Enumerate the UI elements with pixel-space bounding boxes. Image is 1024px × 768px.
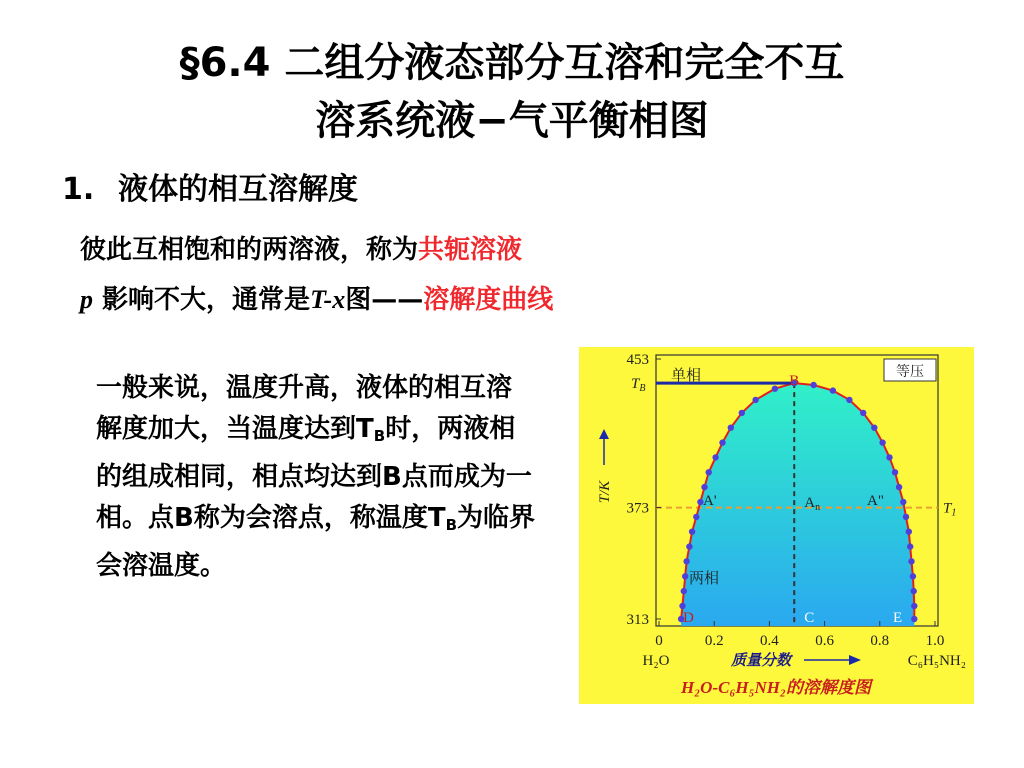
two-phase-label: 两相 — [689, 571, 720, 587]
conjugate-solution-term: 共轭溶液 — [418, 235, 523, 265]
x-tick-label: 0.8 — [870, 633, 890, 649]
x-tick-label: 1.0 — [925, 633, 945, 649]
tb-axis-label: $T_B$ — [631, 376, 646, 395]
section-heading — [62, 170, 358, 210]
point-a1-label: A' — [703, 493, 717, 509]
data-point — [871, 425, 877, 431]
tb-axis-label-sub: B — [639, 383, 646, 395]
data-point — [689, 529, 695, 535]
data-point — [907, 543, 913, 549]
t1-label: $T_1$ — [943, 500, 957, 519]
heading-text: 液体的相互溶解度 — [118, 172, 358, 207]
x-axis-label: 质量分数 — [730, 653, 792, 669]
para-part-1: 一般来说，温度升高，液体的相互溶解度加大，当温度达到T — [96, 373, 513, 444]
solubility-curve-term: 溶解度曲线 — [423, 285, 554, 315]
isobaric-label: 等压 — [896, 365, 924, 380]
data-point — [679, 603, 685, 609]
data-point — [693, 514, 699, 520]
point-b-label: B — [789, 373, 800, 389]
x-left-component-label: H₂O — [642, 653, 670, 669]
data-point — [896, 484, 902, 490]
data-point — [911, 603, 917, 609]
data-point — [772, 386, 778, 392]
conjugate-solution-line — [80, 232, 522, 268]
x-tick-label: 0.6 — [815, 633, 834, 649]
data-point — [830, 387, 836, 393]
tx-symbol: T-x — [310, 285, 346, 314]
data-point — [886, 454, 892, 460]
point-an-label-sub: n — [815, 502, 821, 513]
data-point — [752, 397, 758, 403]
point-e-label: E — [893, 610, 903, 626]
data-point — [712, 454, 718, 460]
data-point — [739, 410, 745, 416]
data-point — [860, 410, 866, 416]
data-point — [910, 573, 916, 579]
x-right-component-label: C₆H₅NH₂ — [907, 653, 966, 669]
solubility-chart — [579, 347, 974, 704]
data-point — [706, 469, 712, 475]
line2-mid: 影响不大，通常是 — [93, 285, 311, 315]
data-point — [908, 558, 914, 564]
y-tick-label: 373 — [626, 500, 649, 517]
data-point — [900, 499, 906, 505]
slide-title — [0, 34, 1024, 150]
data-point — [911, 588, 917, 594]
point-d-label: D — [683, 610, 694, 626]
t1-label-sub: 1 — [951, 507, 957, 519]
para-part-2: 时，两液相的组成相同，相点均达到B点而成为一相。点B称为会溶点，称温度T — [96, 414, 532, 533]
chart-caption: H₂O-C₆H₅NH₂的溶解度图 — [681, 678, 871, 697]
x-tick-label: 0.4 — [760, 633, 779, 649]
heading-number: 1. — [62, 172, 95, 207]
title-line-1: §6.4 二组分液态部分互溶和完全不互 — [179, 40, 845, 86]
point-an-label: $A_n$ — [804, 495, 821, 513]
data-point — [879, 439, 885, 445]
data-point — [892, 469, 898, 475]
pressure-symbol: p — [80, 285, 93, 314]
para-sub-1: B — [373, 427, 386, 445]
x-tick-label: 0 — [655, 633, 663, 649]
data-point — [719, 439, 725, 445]
point-c-label: C — [804, 610, 815, 626]
data-point — [686, 543, 692, 549]
data-point — [701, 484, 707, 490]
point-a2-label: A" — [867, 493, 884, 509]
data-point — [906, 529, 912, 535]
title-line-2: 溶系统液−气平衡相图 — [315, 98, 709, 144]
data-point — [903, 514, 909, 520]
single-phase-label: 单相 — [671, 368, 702, 384]
y-tick-label: 313 — [626, 612, 649, 628]
data-point — [911, 616, 917, 622]
para-sub-2: B — [445, 516, 457, 534]
y-axis-label: T/K — [597, 480, 613, 504]
data-point — [810, 382, 816, 388]
line2-after: 图—— — [345, 285, 424, 315]
x-tick-label: 0.2 — [704, 633, 724, 649]
data-point — [682, 573, 688, 579]
data-point — [681, 588, 687, 594]
para-part-3: 为临界会溶温度。 — [96, 503, 536, 581]
line1-prefix: 彼此互相饱和的两溶液，称为 — [80, 235, 419, 265]
data-point — [683, 558, 689, 564]
data-point — [728, 425, 734, 431]
solubility-curve-line — [80, 282, 553, 318]
data-point — [846, 397, 852, 403]
explanation-paragraph — [96, 368, 536, 587]
y-tick-label: 453 — [626, 352, 649, 368]
